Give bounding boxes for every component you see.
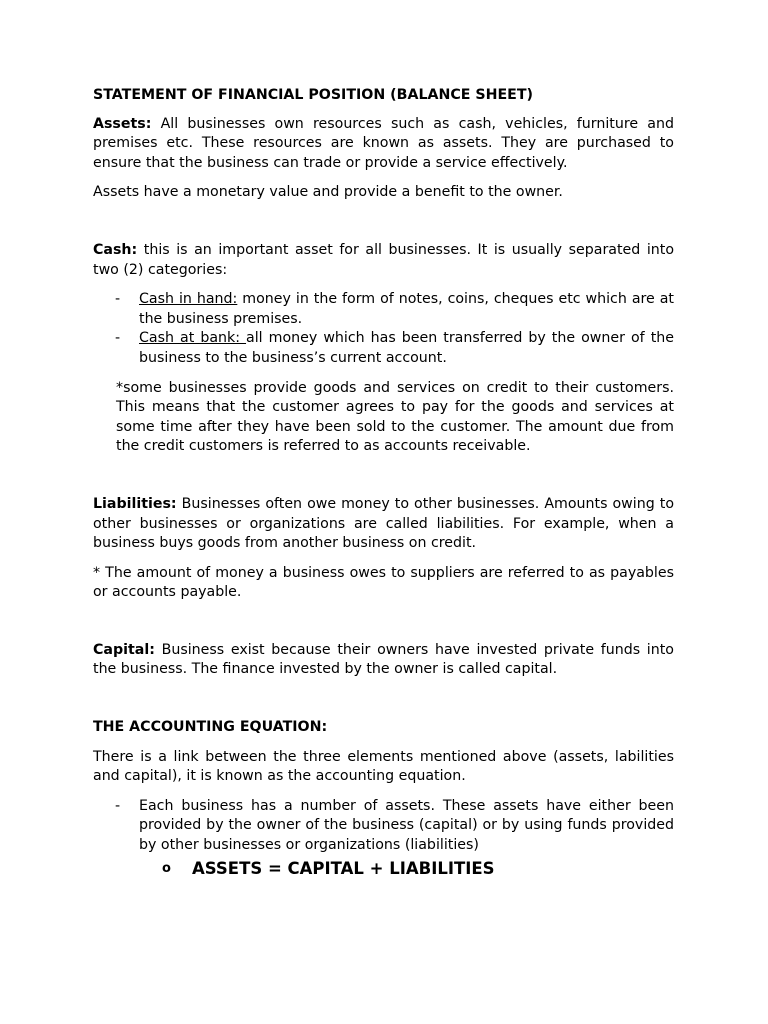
payables-note: * The amount of money a business owes to suppliers are referred to as payables or accounts payable. <box>93 564 674 601</box>
accounting-equation-heading: THE ACCOUNTING EQUATION: <box>93 719 328 736</box>
cash-at-bank-label: Cash at bank: <box>139 330 247 347</box>
liabilities-paragraph <box>93 495 674 554</box>
list-item: - Each business has a number of assets. These assets have either been provided by the owner of the business (capital) or by using funds provided by other businesses or organizations (liabilities) <box>93 797 674 856</box>
credit-note: *some businesses provide goods and services on credit to their customers. This means that the customer agrees to pay for the goods and services at some time after they have been sold to the customer. The amount due from the credit customers is referred to as accounts receivable. <box>116 379 674 455</box>
cash-text: this is an important asset for all businesses. It is usually separated into two (2) categories: <box>93 241 674 278</box>
assets-text: All businesses own resources such as cash, vehicles, furniture and premises etc. These resources are known as assets. They are purchased to ensure that the business can trade or provide a service effectively. <box>93 115 674 171</box>
assets-paragraph <box>93 115 674 174</box>
accounting-equation <box>93 858 674 880</box>
document-page <box>93 86 674 880</box>
accounting-equation-text: ASSETS = CAPITAL + LIABILITIES <box>192 858 495 878</box>
list-item <box>93 329 674 368</box>
assets-term: Assets: <box>93 115 152 132</box>
cash-at-bank-text: all money which has been transferred by the owner of the business to the business’s current account. <box>139 330 674 366</box>
capital-paragraph <box>93 641 674 680</box>
assets-value-note: Assets have a monetary value and provide a benefit to the owner. <box>93 184 563 201</box>
liabilities-text: Businesses often owe money to other businesses. Amounts owing to other businesses or organizations are called liabilities. For example, when a business buys goods from another business on credit. <box>93 495 674 552</box>
liabilities-term: Liabilities: <box>93 495 177 512</box>
capital-text: Business exist because their owners have invested private funds into the business. The finance invested by the owner is called capital. <box>93 641 674 678</box>
equation-list <box>93 797 674 856</box>
list-item <box>93 290 674 329</box>
cash-in-hand-text: money in the form of notes, coins, cheques etc which are at the business premises. <box>139 291 674 327</box>
accounting-equation-intro: There is a link between the three elements mentioned above (assets, labilities and capital), it is known as the accounting equation. <box>93 748 674 785</box>
cash-paragraph <box>93 241 674 280</box>
cash-term: Cash: <box>93 241 138 258</box>
circle-bullet-icon: o <box>162 860 171 876</box>
cash-categories-list <box>93 290 674 368</box>
capital-term: Capital: <box>93 641 155 658</box>
cash-in-hand-label: Cash in hand: <box>139 291 238 308</box>
page-title: STATEMENT OF FINANCIAL POSITION (BALANCE SHEET) <box>93 87 534 103</box>
